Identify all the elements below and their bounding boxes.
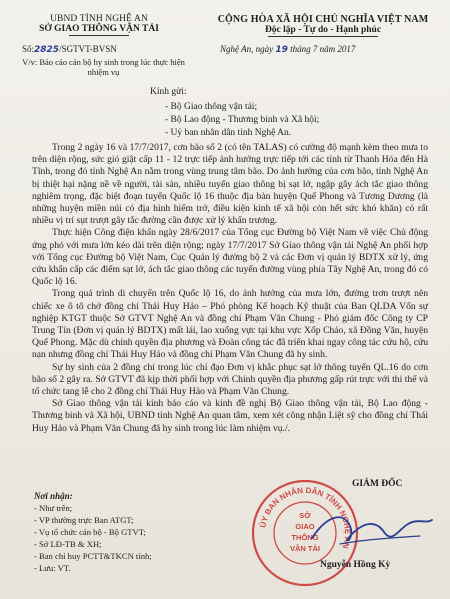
body-paragraph: Sở Giao thông vận tải kính báo cáo và kính đề nghị Bộ Giao thông vận tải, Bộ Lao động - Thương binh và Xã hội, UBND tỉnh Nghệ An quan tâm, xem xét công nhận Liệt sỹ cho đồng chí Thái Huy Hảo và Phạm Văn Chung đã hy sinh trong lúc làm nhiệm vụ./. — [32, 398, 428, 434]
stamp-line: SỞ — [299, 511, 311, 520]
agency-header — [14, 14, 184, 36]
motto-underline — [268, 36, 378, 37]
place-date — [220, 44, 355, 55]
receivers-title: Nơi nhận: — [34, 491, 73, 501]
stamp-line: VẬN TẢI — [290, 544, 320, 553]
body-paragraph: Trong quá trình di chuyển trên Quốc lộ 16, do ảnh hưởng của mưa lớn, đường trơn trượt nên chiếc xe ô tô chở đồng chí Thái Huy Hảo – Phó phòng Kế hoạch Kỹ thuật của Ban QLDA Vốn sự nghiệp KTGT thuộc Sở GTVT Nghệ An và đồng chí Phạm Văn Chung - Phó giám đốc Công ty CP Trung Tín (Đơn vị quản lý BDTX) mất lái, lao xuống vực tại khu vực Xốp Cháo, xã Đồng Văn, huyện Quế Phong. Mặc dù chính quyền địa phương và Đoàn công tác đã triển khai ngay công tác cứu hộ, cứu nạn nhưng đồng chí Thái Huy Hảo và đồng chí Phạm Văn Chung đã hy sinh. — [32, 288, 428, 361]
document-subject: V/v: Báo cáo cán bộ hy sinh trong lúc thực hiện nhiệm vụ — [22, 57, 185, 77]
place-date-day: 19 — [275, 45, 288, 55]
signer-name: Nguyễn Hồng Kỳ — [320, 560, 391, 570]
recipient-item: - Bộ Giao thông vận tải; — [165, 102, 258, 112]
signer-title: GIÁM ĐỐC — [352, 479, 403, 489]
stamp-line: GIAO — [295, 522, 315, 531]
stamp-line: THÔNG — [291, 533, 319, 542]
stamp-ring-text: ỦY BAN NHÂN DÂN TỈNH NGHỆ AN — [258, 485, 353, 550]
receiver-item: - Như trên; — [34, 503, 73, 513]
handwritten-signature — [300, 500, 440, 560]
agency-underline — [69, 35, 129, 36]
country-name: CỘNG HÒA XÃ HỘI CHỦ NGHĨA VIỆT NAM — [217, 14, 429, 25]
greeting: Kính gửi: — [150, 87, 187, 97]
national-motto: Độc lập - Tự do - Hạnh phúc — [264, 25, 382, 35]
receiver-item: - Ban chỉ huy PCTT&TKCN tỉnh; — [34, 551, 152, 561]
national-header — [198, 14, 448, 37]
receivers-block — [34, 490, 152, 574]
place-date-prefix: Nghệ An, ngày — [220, 44, 274, 54]
agency-name: SỞ GIAO THÔNG VẬN TẢI — [39, 24, 159, 34]
body-paragraph: Thực hiện Công điện khẩn ngày 28/6/2017 của Tổng cục Đường bộ Việt Nam về việc Chủ động ứng phó với mưa lớn kéo dài trên diện rộng; ngày 17/7/2017 Sở Giao thông vận tải Nghệ An phối hợp với Tổng cục Đường bộ Việt Nam, Cục Quản lý đường bộ 2 và các Đơn vị quản lý BDTX xử lý, ứng cứu khẩn cấp các điểm sạt lở, ách tắc giao thông các tuyến đường vùng phía Tây Nghệ An, trong đó có Quốc lộ 16. — [32, 227, 428, 288]
body-paragraph: Trong 2 ngày 16 và 17/7/2017, cơn bão số 2 (có tên TALAS) có cường độ mạnh kèm theo mưa to trên diện rộng, sức gió giật cấp 11 - 12 trực tiếp ảnh hưởng trực tiếp tới các tỉnh từ Thanh Hóa đến Hà Tĩnh, trong đó tỉnh Nghệ An nằm trong vùng trung tâm bão. Do ảnh hưởng của cơn bão, tỉnh Nghệ An bị thiệt hại nặng nề về người, tài sản, nhiều tuyến giao thông bị sạt lở, ngập gây ách tắc giao thông nghiêm trọng, đặc biệt đoạn tuyến Quốc lộ 16 thuộc địa bàn huyện Quế Phong và Tương Dương (là những huyện miền núi có địa hình hiểm trở, điều kiện kinh tế xã hội còn hết sức khó khăn) có rất nhiều vị trí sụt trượt gây tắc đường cần được xử lý khẩn trương. — [32, 142, 428, 227]
receiver-item: - VP thường trực Ban ATGT; — [34, 515, 134, 525]
doc-number-prefix: Số: — [22, 44, 35, 54]
doc-number-suffix: /SGTVT-BVSN — [59, 44, 117, 54]
body-paragraph: Sự hy sinh của 2 đồng chí trong lúc chỉ đạo Đơn vị khắc phục sạt lở thông tuyến QL.16 do cơn bão số 2 gây ra. Sở GTVT đã kịp thời phối hợp với Chính quyền địa phương gấp rút trực với thi thể và tổ chức tang lễ cho 2 đồng chí Thái Huy Hảo và Phạm Văn Chung. — [32, 361, 428, 398]
agency-parent: UBND TỈNH NGHỆ AN — [50, 14, 148, 24]
document-number — [22, 44, 117, 55]
recipient-item: - Uỷ ban nhân dân tỉnh Nghệ An. — [165, 128, 292, 138]
doc-number-handwritten: 2825 — [34, 45, 60, 55]
place-date-suffix: tháng 7 năm 2017 — [290, 44, 356, 54]
recipient-item: - Bộ Lao động - Thương binh và Xã hội; — [165, 115, 320, 125]
receiver-item: - Sở LĐ-TB & XH; — [34, 539, 102, 549]
document-body — [32, 142, 428, 435]
receiver-item: - Vụ tổ chức cán bộ - Bộ GTVT; — [34, 527, 146, 537]
recipient-list — [165, 101, 319, 140]
receiver-item: - Lưu: VT. — [34, 563, 71, 573]
